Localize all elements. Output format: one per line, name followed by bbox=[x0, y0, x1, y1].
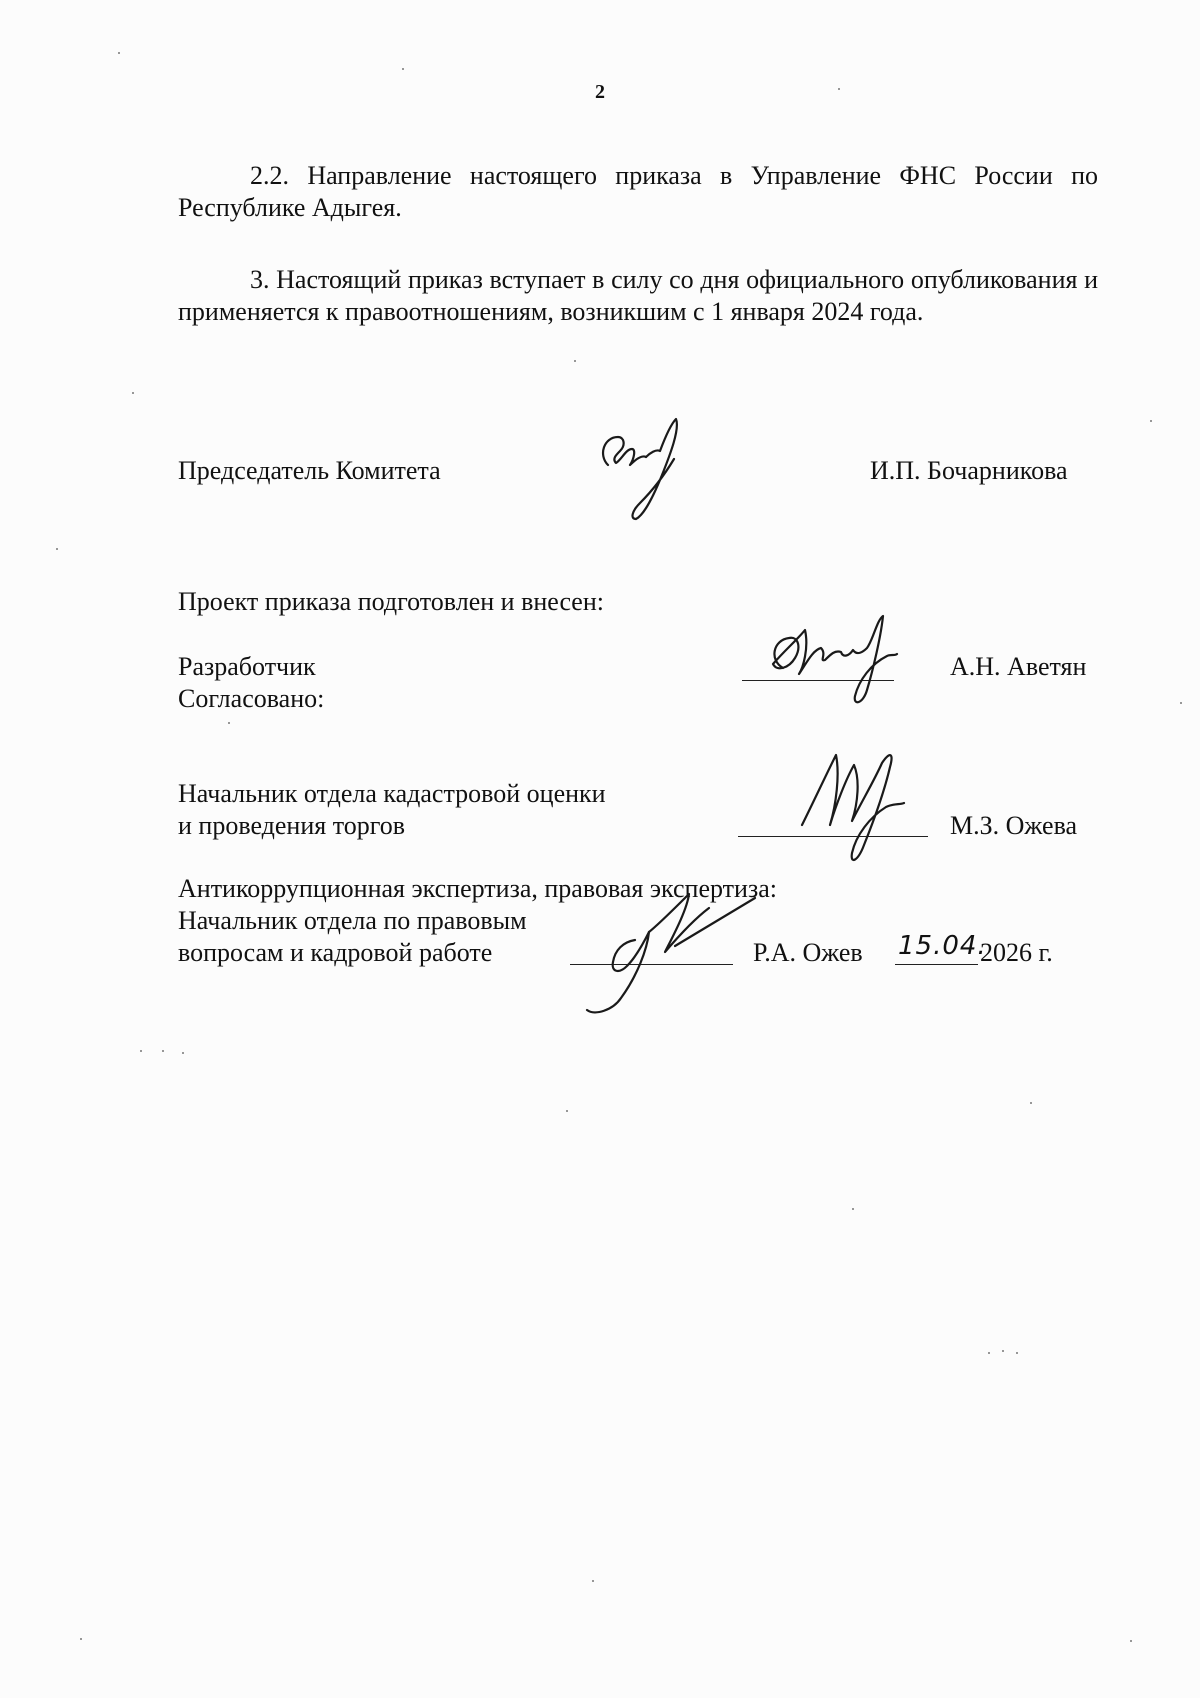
date-year: 2026 г. bbox=[980, 938, 1053, 967]
legal-heading: Антикоррупционная экспертиза, правовая экспертиза: bbox=[178, 874, 777, 903]
date-line bbox=[895, 964, 978, 965]
scan-speck bbox=[1130, 1640, 1132, 1642]
cadastral-head-title-1: Начальник отдела кадастровой оценки bbox=[178, 779, 606, 808]
scan-speck bbox=[140, 1050, 142, 1052]
scan-speck bbox=[228, 722, 230, 724]
scan-speck bbox=[988, 1352, 990, 1354]
scan-speck bbox=[566, 1110, 568, 1112]
paragraph-2-2: 2.2. Направление настоящего приказа в Управление ФНС России по Республике Адыгея. bbox=[178, 161, 1098, 222]
cadastral-head-title-2: и проведения торгов bbox=[178, 811, 406, 840]
scan-speck bbox=[592, 1580, 594, 1582]
legal-head-title-1: Начальник отдела по правовым bbox=[178, 906, 527, 935]
cadastral-head-signature bbox=[790, 745, 910, 870]
legal-head-title-2: вопросам и кадровой работе bbox=[178, 938, 493, 967]
scan-speck bbox=[80, 1638, 82, 1640]
legal-head-signature bbox=[575, 880, 775, 1020]
page-number: 2 bbox=[595, 81, 605, 103]
scan-speck bbox=[1016, 1352, 1018, 1354]
scan-speck bbox=[1002, 1350, 1004, 1352]
agreed-label: Согласовано: bbox=[178, 684, 325, 713]
scan-speck bbox=[132, 392, 134, 394]
cadastral-head-name: М.З. Ожева bbox=[950, 811, 1078, 840]
scan-speck bbox=[852, 1208, 854, 1210]
legal-head-name: Р.А. Ожев bbox=[753, 938, 863, 967]
scan-speck bbox=[1030, 1102, 1032, 1104]
chairman-title: Председатель Комитета bbox=[178, 456, 441, 485]
scan-speck bbox=[838, 88, 840, 90]
scan-speck bbox=[574, 360, 576, 362]
scan-speck bbox=[162, 1050, 164, 1052]
developer-name: А.Н. Аветян bbox=[950, 652, 1087, 681]
scan-speck bbox=[56, 548, 58, 550]
scan-speck bbox=[402, 68, 404, 70]
scan-speck bbox=[1150, 420, 1152, 422]
handwritten-date: 15.04. bbox=[898, 931, 987, 961]
scan-speck bbox=[182, 1052, 184, 1054]
paragraph-3: 3. Настоящий приказ вступает в силу со дня официального опубликования и применяется к правоотношениям, возникшим с 1 января 2024 года. bbox=[178, 265, 1098, 326]
scan-speck bbox=[118, 52, 120, 54]
developer-label: Разработчик bbox=[178, 652, 316, 681]
developer-signature bbox=[755, 610, 905, 710]
project-heading: Проект приказа подготовлен и внесен: bbox=[178, 587, 604, 616]
chairman-signature bbox=[590, 415, 700, 525]
chairman-name: И.П. Бочарникова bbox=[870, 456, 1068, 485]
scan-speck bbox=[1180, 702, 1182, 704]
